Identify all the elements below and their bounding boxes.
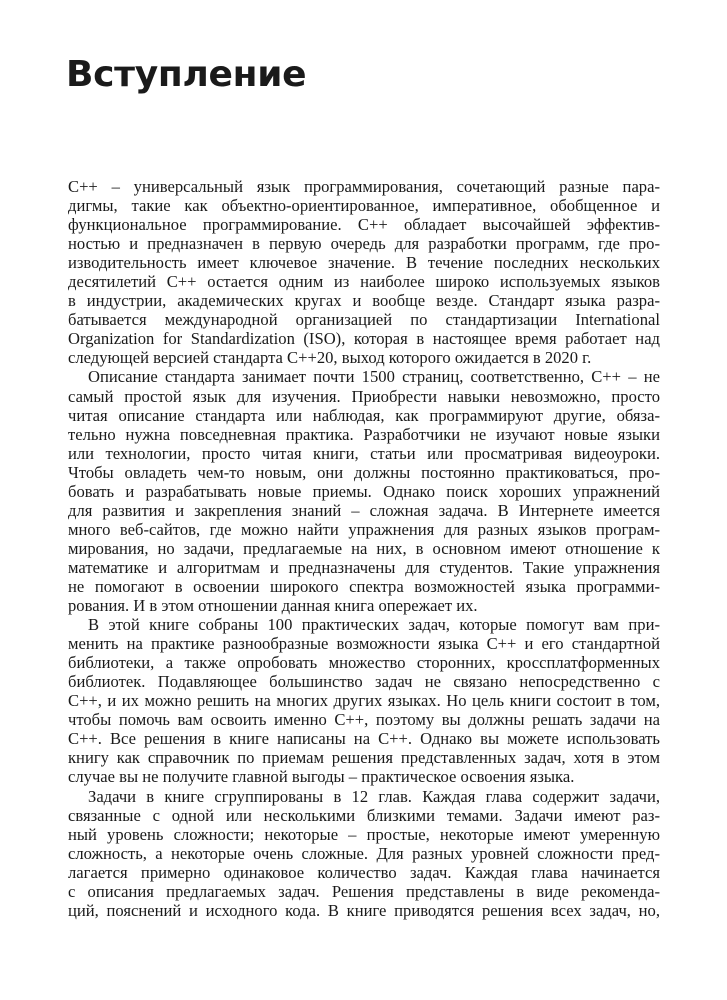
text-line: Задачи в книге сгруппированы в 12 глав. Каждая глава содержит задачи,	[88, 786, 660, 806]
text-line: Чтобы овладеть чем-то новым, они должны постоянно практиковаться, про-	[68, 462, 660, 482]
text-line: менить на практике разнообразные возможности языка C++ и его стандартной	[68, 634, 660, 654]
text-line: читая описание стандарта или наблюдая, как программируют другие, обяза-	[68, 405, 660, 425]
text-line: много веб-сайтов, где можно найти упражнения для разных языков програм-	[68, 519, 660, 539]
text-line: чтобы помочь вам освоить именно C++, поэтому вы должны решать задачи на	[68, 710, 660, 730]
paragraph	[68, 615, 660, 786]
text-line: батывается международной организацией по стандартизации International	[68, 310, 660, 330]
text-line: для развития и закрепления знаний – сложная задача. В Интернете имеется	[68, 500, 660, 520]
text-line: или технологии, просто читая книги, статьи или просматривая видеоуроки.	[68, 443, 660, 463]
text-line: изводительность имеет ключевое значение. В течение последних нескольких	[68, 253, 660, 273]
text-line: случае вы не получите главной выгоды – практическое освоения языка.	[68, 767, 575, 787]
text-line: ный уровень сложности; некоторые – простые, некоторые имеют умеренную	[68, 824, 660, 844]
text-line: В этой книге собраны 100 практических задач, которые помогут вам при-	[88, 615, 660, 635]
text-line: мирования, но задачи, предлагаемые на них, в основном имеют отношение к	[68, 538, 660, 558]
paragraph	[68, 177, 660, 367]
text-line: связанные с одной или несколькими близкими темами. Задачи имеют раз-	[68, 805, 660, 825]
text-line: Organization for Standardization (ISO), которая в настоящее время работает над	[68, 329, 660, 349]
text-line: ностью и предназначен в первую очередь для разработки программ, где про-	[68, 234, 660, 254]
paragraph	[68, 787, 660, 920]
text-line: дигмы, такие как объектно-ориентированное, императивное, обобщенное и	[68, 196, 660, 216]
page-title: Вступление	[66, 54, 307, 95]
text-line: книгу как справочник по приемам решения представленных задач, хотя в этом	[68, 748, 660, 768]
text-line: следующей версией стандарта C++20, выход которого ожидается в 2020 г.	[68, 348, 592, 368]
text-line: в индустрии, академических кругах и вообще везде. Стандарт языка разра-	[68, 291, 660, 311]
text-line: C++, и их можно решить на многих других языках. Но цель книги состоит в том,	[68, 691, 660, 711]
text-line: библиотеки, а также опробовать множество сторонних, кроссплатформенных	[68, 653, 660, 673]
text-line: математике и алгоритмам и предназначены для студентов. Такие упражнения	[68, 557, 660, 577]
paragraph	[68, 367, 660, 615]
text-line: сложность, а некоторые очень сложные. Для разных уровней сложности пред-	[68, 843, 660, 863]
text-line: функциональное программирование. C++ обладает высочайшей эффектив-	[68, 215, 660, 235]
text-line: тельно нужна повседневная практика. Разработчики не изучают новые языки	[68, 424, 660, 444]
text-line: C++. Все решения в книге написаны на C++. Однако вы можете использовать	[68, 729, 660, 749]
text-line: бовать и разрабатывать новые приемы. Однако поиск хороших упражнений	[68, 481, 660, 501]
text-line: не помогают в освоении широкого спектра возможностей языка программи-	[68, 576, 660, 596]
text-line: ций, пояснений и исходного кода. В книге приводятся решения всех задач, но,	[68, 900, 660, 920]
text-line: C++ – универсальный язык программирования, сочетающий разные пара-	[68, 177, 660, 196]
text-line: Описание стандарта занимает почти 1500 страниц, соответственно, C++ – не	[88, 367, 660, 387]
text-line: самый простой язык для изучения. Приобрести навыки невозможно, просто	[68, 386, 660, 406]
text-line: десятилетий C++ остается одним из наиболее широко используемых языков	[68, 272, 660, 292]
text-line: лагается примерно одинаковое количество задач. Каждая глава начинается	[68, 862, 660, 882]
text-line: с описания предлагаемых задач. Решения представлены в виде рекоменда-	[68, 881, 660, 901]
text-line: библиотек. Подавляющее большинство задач не связано непосредственно с	[68, 672, 660, 692]
body-text	[68, 177, 660, 920]
text-line: рования. И в этом отношении данная книга опережает их.	[68, 596, 478, 616]
